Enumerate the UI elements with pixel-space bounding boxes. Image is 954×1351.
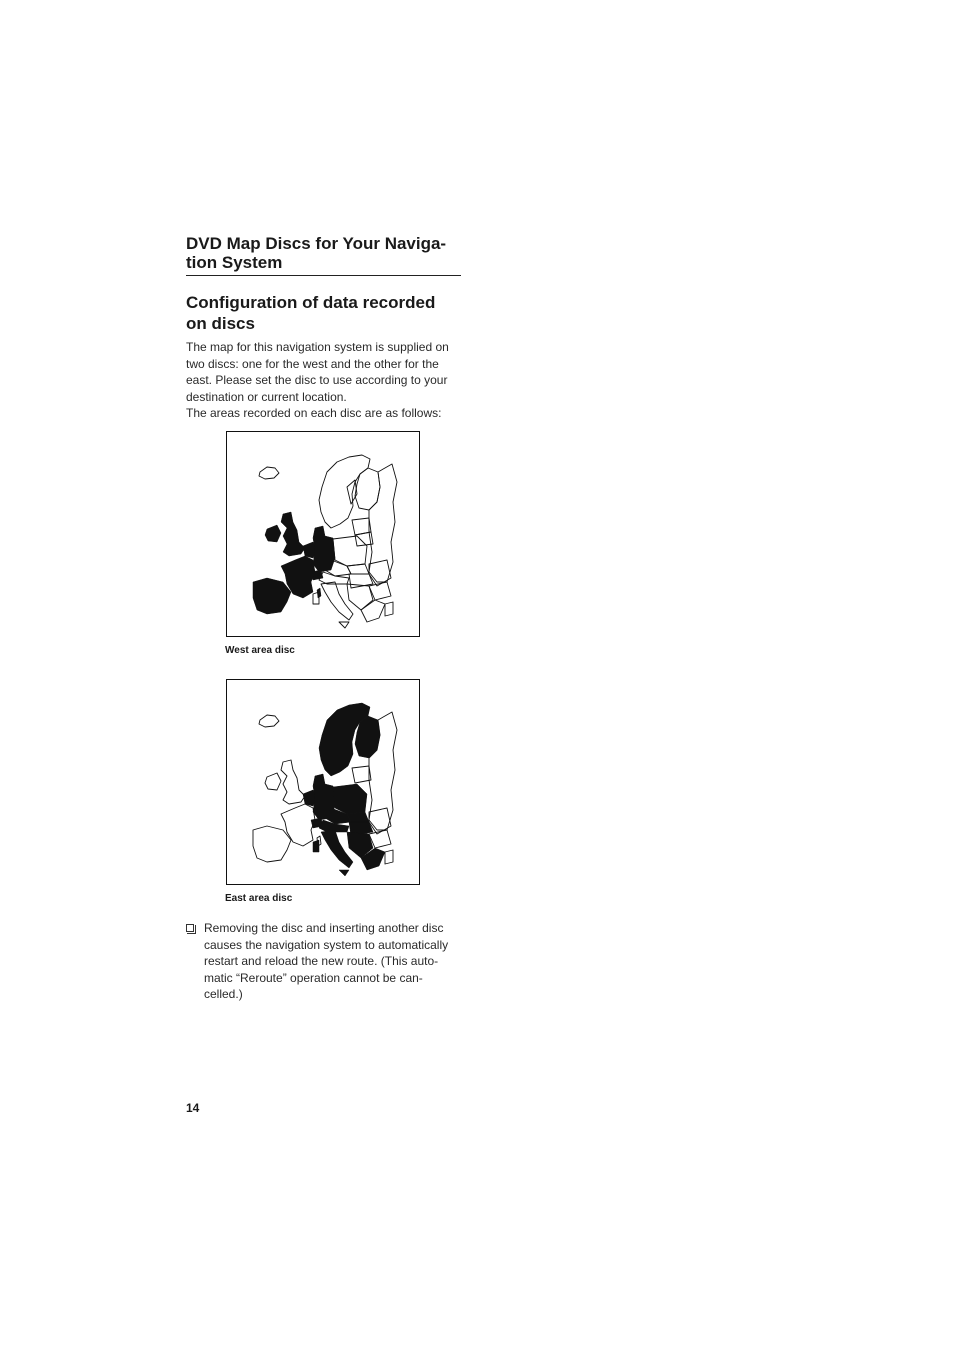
intro-line: east. Please set the disc to use according to your <box>186 373 448 388</box>
east-map-caption: East area disc <box>225 893 293 904</box>
note-line: celled.) <box>204 987 243 1002</box>
note-line: Removing the disc and inserting another disc <box>204 921 444 935</box>
note-line: causes the navigation system to automatically <box>204 937 449 952</box>
sub-title <box>186 292 461 334</box>
sub-title-line: on discs <box>186 314 255 333</box>
intro-line: destination or current location. <box>186 389 347 404</box>
sub-title-line: Configuration of data recorded <box>186 293 436 312</box>
intro-line: The map for this navigation system is supplied on <box>186 340 449 354</box>
checkbox-bullet-icon <box>186 924 194 932</box>
note-line: restart and reload the new route. (This auto- <box>204 954 439 969</box>
west-map-caption: West area disc <box>225 645 295 656</box>
west-area-map <box>226 431 420 637</box>
section-title-line: DVD Map Discs for Your Naviga- <box>186 234 447 253</box>
europe-map-west-icon <box>227 432 419 636</box>
east-area-map <box>226 679 420 885</box>
intro-line: The areas recorded on each disc are as follows: <box>186 406 442 421</box>
intro-line: two discs: one for the west and the other for the <box>186 356 439 371</box>
intro-paragraph <box>186 339 462 422</box>
section-title-line: tion System <box>186 253 283 272</box>
section-title <box>186 234 461 276</box>
page-number: 14 <box>186 1101 200 1115</box>
note-line: matic “Reroute” operation cannot be can- <box>204 970 423 985</box>
europe-map-east-icon <box>227 680 419 884</box>
note-text <box>204 920 448 1003</box>
